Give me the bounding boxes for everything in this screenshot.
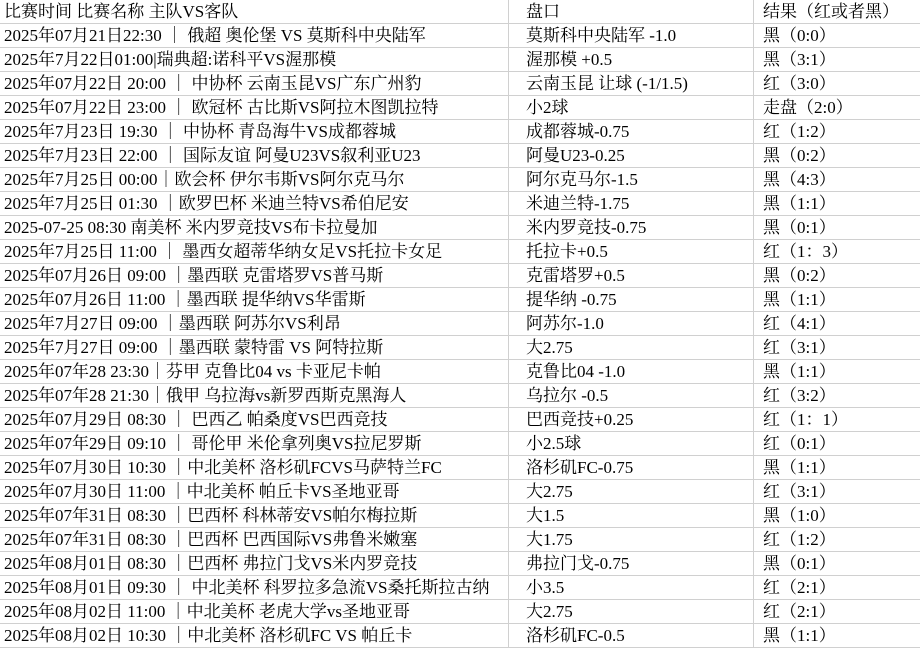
cell-result: 黑（0:0） <box>753 24 920 47</box>
cell-result: 黑（1:1） <box>753 192 920 215</box>
cell-result: 黑（1:1） <box>753 288 920 311</box>
cell-handicap: 小3.5 <box>508 576 753 599</box>
cell-handicap: 克雷塔罗+0.5 <box>508 264 753 287</box>
cell-result: 黑（1:0） <box>753 504 920 527</box>
table-row <box>0 264 920 288</box>
cell-match: 2025年07年31日 08:30 ｜巴西杯 巴西国际VS弗鲁米嫩塞 <box>4 530 418 549</box>
cell-result: 红（3:1） <box>753 480 920 503</box>
cell-result: 黑（1:1） <box>753 456 920 479</box>
cell-match: 2025-07-25 08:30 南美杯 米内罗竞技VS布卡拉曼加 <box>4 218 378 237</box>
cell-handicap: 小2.5球 <box>508 432 753 455</box>
table-row <box>0 288 920 312</box>
cell-match: 2025年7月23日 19:30 ｜ 中协杯 青岛海牛VS成都蓉城 <box>4 122 396 141</box>
cell-result: 黑（1:1） <box>753 360 920 383</box>
cell-match: 2025年7月25日 01:30 ｜欧罗巴杯 米迪兰特VS希伯尼安 <box>4 194 409 213</box>
cell-match: 2025年07月30日 10:30 ｜中北美杯 洛杉矶FCVS马萨特兰FC <box>4 458 442 477</box>
table-row <box>0 120 920 144</box>
cell-match: 2025年07年28 23:30｜芬甲 克鲁比04 vs 卡亚尼卡帕 <box>4 362 381 381</box>
table-row <box>0 480 920 504</box>
table-row <box>0 576 920 600</box>
table-row <box>0 360 920 384</box>
cell-handicap: 渥那模 +0.5 <box>508 48 753 71</box>
table-body <box>0 24 920 648</box>
cell-match: 2025年7月25日 00:00｜欧会杯 伊尔韦斯VS阿尔克马尔 <box>4 170 405 189</box>
cell-result: 红（1:2） <box>753 528 920 551</box>
cell-handicap: 莫斯科中央陆军 -1.0 <box>508 24 753 47</box>
table-row <box>0 432 920 456</box>
cell-match: 2025年7月25日 11:00 ｜ 墨西女超蒂华纳女足VS托拉卡女足 <box>4 242 443 261</box>
cell-result: 红（1:2） <box>753 120 920 143</box>
cell-result: 黑（3:1） <box>753 48 920 71</box>
cell-match: 2025年07月29日 08:30 ｜ 巴西乙 帕桑度VS巴西竞技 <box>4 410 388 429</box>
cell-match: 2025年08月02日 11:00 ｜中北美杯 老虎大学vs圣地亚哥 <box>4 602 410 621</box>
cell-handicap: 大2.75 <box>508 336 753 359</box>
cell-result: 红（3:1） <box>753 336 920 359</box>
cell-match: 2025年08月02日 10:30 ｜中北美杯 洛杉矶FC VS 帕丘卡 <box>4 626 413 645</box>
cell-result: 黑（0:1） <box>753 552 920 575</box>
cell-handicap: 托拉卡+0.5 <box>508 240 753 263</box>
cell-handicap: 洛杉矶FC-0.5 <box>508 624 753 647</box>
table-row <box>0 600 920 624</box>
cell-match: 2025年7月27日 09:00 ｜墨西联 蒙特雷 VS 阿特拉斯 <box>4 338 384 357</box>
cell-handicap: 克鲁比04 -1.0 <box>508 360 753 383</box>
table-row <box>0 528 920 552</box>
cell-handicap: 大2.75 <box>508 480 753 503</box>
cell-match: 2025年7月23日 22:00 ｜ 国际友谊 阿曼U23VS叙利亚U23 <box>4 146 421 165</box>
cell-handicap: 米迪兰特-1.75 <box>508 192 753 215</box>
table-row <box>0 168 920 192</box>
table-row <box>0 624 920 648</box>
cell-handicap: 大1.5 <box>508 504 753 527</box>
cell-result: 红（0:1） <box>753 432 920 455</box>
table-row <box>0 240 920 264</box>
cell-handicap: 阿尔克马尔-1.5 <box>508 168 753 191</box>
cell-match: 2025年07月22日 20:00 ｜ 中协杯 云南玉昆VS广东广州豹 <box>4 74 422 93</box>
cell-handicap: 小2球 <box>508 96 753 119</box>
header-cell-result: 结果（红或者黑） <box>753 0 920 23</box>
table-row <box>0 144 920 168</box>
table-row <box>0 24 920 48</box>
cell-result: 黑（1:1） <box>753 624 920 647</box>
cell-match: 2025年08月01日 09:30 ｜ 中北美杯 科罗拉多急流VS桑托斯拉古纳 <box>4 578 490 597</box>
cell-handicap: 云南玉昆 让球 (-1/1.5) <box>508 72 753 95</box>
header-cell-match: 比赛时间 比赛名称 主队VS客队 <box>4 2 239 21</box>
table-row <box>0 312 920 336</box>
cell-match: 2025年07年31日 08:30 ｜巴西杯 科林蒂安VS帕尔梅拉斯 <box>4 506 418 525</box>
table-row <box>0 384 920 408</box>
cell-handicap: 乌拉尔 -0.5 <box>508 384 753 407</box>
table-row <box>0 456 920 480</box>
cell-result: 红（3:0） <box>753 72 920 95</box>
cell-result: 红（2:1） <box>753 576 920 599</box>
table-row <box>0 408 920 432</box>
cell-match: 2025年07月21日22:30 ｜ 俄超 奥伦堡 VS 莫斯科中央陆军 <box>4 26 426 45</box>
table-row <box>0 552 920 576</box>
table-row <box>0 48 920 72</box>
cell-result: 走盘（2:0） <box>753 96 920 119</box>
table-row <box>0 504 920 528</box>
cell-handicap: 洛杉矶FC-0.75 <box>508 456 753 479</box>
cell-result: 红（1：1） <box>753 408 920 431</box>
cell-match: 2025年07年29日 09:10 ｜ 哥伦甲 米伦拿列奥VS拉尼罗斯 <box>4 434 422 453</box>
table-row <box>0 216 920 240</box>
cell-result: 黑（4:3） <box>753 168 920 191</box>
cell-result: 黑（0:1） <box>753 216 920 239</box>
header-cell-handicap: 盘口 <box>508 0 753 23</box>
cell-match: 2025年7月27日 09:00 ｜墨西联 阿苏尔VS利昂 <box>4 314 341 333</box>
table-row <box>0 336 920 360</box>
table-row <box>0 192 920 216</box>
cell-handicap: 大2.75 <box>508 600 753 623</box>
cell-handicap: 阿苏尔-1.0 <box>508 312 753 335</box>
cell-result: 黑（0:2） <box>753 144 920 167</box>
cell-handicap: 巴西竞技+0.25 <box>508 408 753 431</box>
table-row <box>0 96 920 120</box>
cell-match: 2025年07月30日 11:00 ｜中北美杯 帕丘卡VS圣地亚哥 <box>4 482 400 501</box>
cell-match: 2025年07年28 21:30｜俄甲 乌拉海vs新罗西斯克黑海人 <box>4 386 407 405</box>
cell-result: 黑（0:2） <box>753 264 920 287</box>
cell-result: 红（3:2） <box>753 384 920 407</box>
header-row <box>0 0 920 24</box>
cell-handicap: 提华纳 -0.75 <box>508 288 753 311</box>
cell-result: 红（2:1） <box>753 600 920 623</box>
cell-result: 红（4:1） <box>753 312 920 335</box>
cell-match: 2025年08月01日 08:30 ｜巴西杯 弗拉门戈VS米内罗竞技 <box>4 554 418 573</box>
cell-match: 2025年07月26日 09:00 ｜墨西联 克雷塔罗VS普马斯 <box>4 266 384 285</box>
cell-handicap: 成都蓉城-0.75 <box>508 120 753 143</box>
cell-handicap: 弗拉门戈-0.75 <box>508 552 753 575</box>
cell-result: 红（1：3） <box>753 240 920 263</box>
cell-match: 2025年7月22日01:00|瑞典超:诺科平VS渥那模 <box>4 50 337 69</box>
cell-match: 2025年07月26日 11:00 ｜墨西联 提华纳VS华雷斯 <box>4 290 366 309</box>
cell-handicap: 阿曼U23-0.25 <box>508 144 753 167</box>
cell-handicap: 大1.75 <box>508 528 753 551</box>
cell-match: 2025年07月22日 23:00 ｜ 欧冠杯 古比斯VS阿拉木图凯拉特 <box>4 98 439 117</box>
cell-handicap: 米内罗竞技-0.75 <box>508 216 753 239</box>
table-row <box>0 72 920 96</box>
